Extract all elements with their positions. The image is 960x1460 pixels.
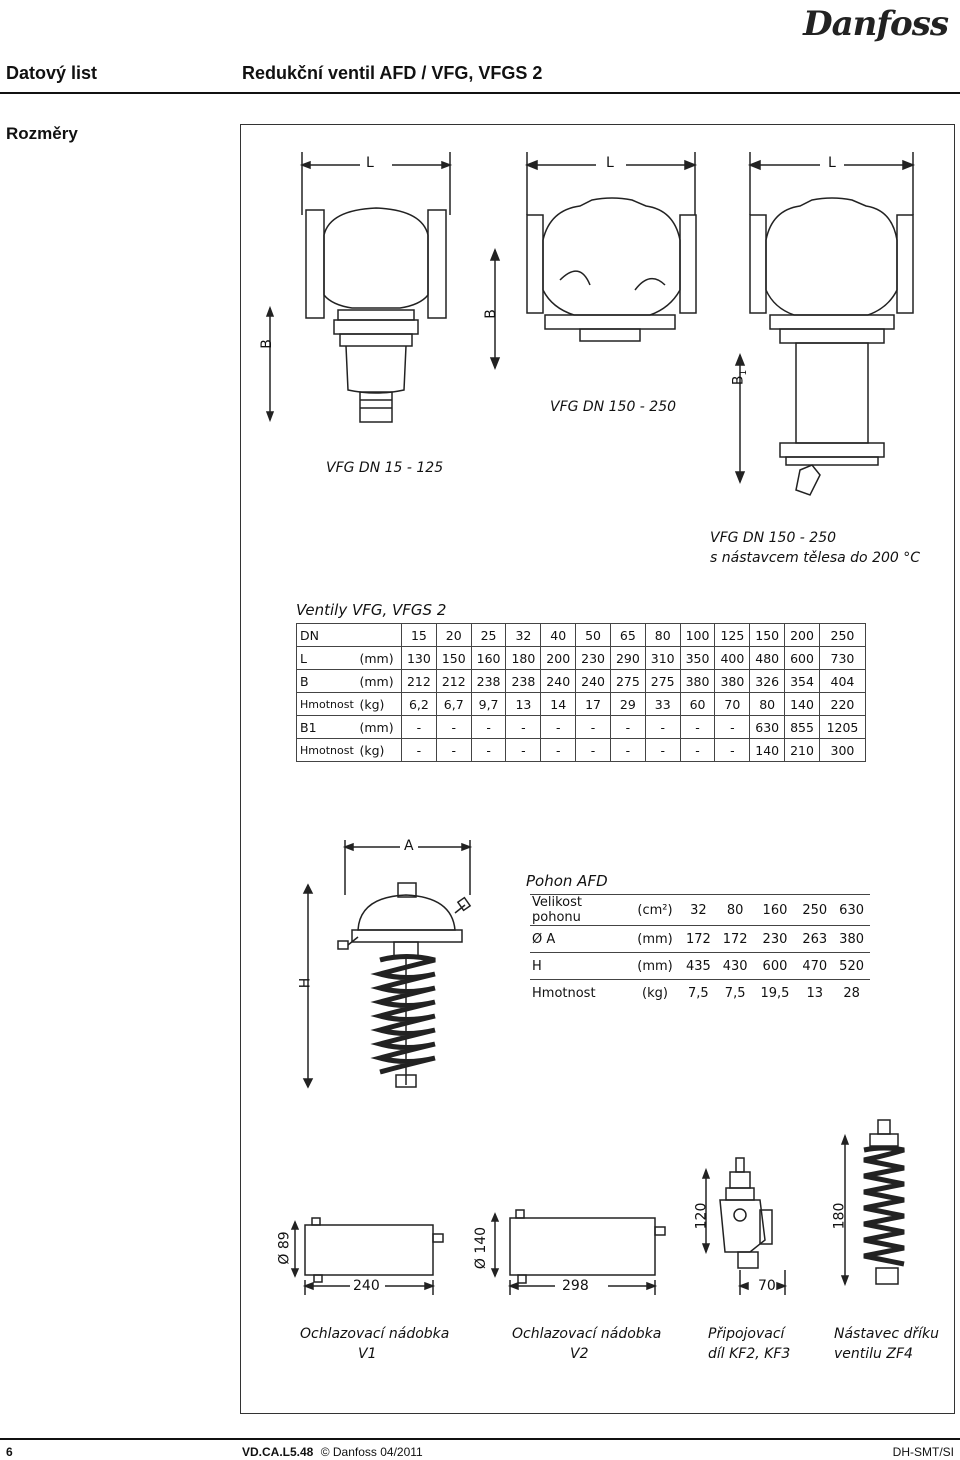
table-cell: 80 <box>645 624 680 647</box>
table-cell: 172 <box>717 926 754 953</box>
table-cell: - <box>541 716 576 739</box>
caption-zf-line2: ventilu ZF4 <box>834 1346 913 1362</box>
table-cell: - <box>645 716 680 739</box>
table-cell: 32 <box>680 895 717 926</box>
table-cell: 32 <box>506 624 541 647</box>
doc-code-text: VD.CA.L5.48 <box>242 1445 314 1459</box>
actuator-drawing <box>290 835 480 1095</box>
table-cell: 730 <box>819 647 865 670</box>
v1-length: 240 <box>353 1278 380 1294</box>
table-cell: 435 <box>680 953 717 980</box>
table-cell: - <box>541 739 576 762</box>
table-cell: 172 <box>680 926 717 953</box>
table-cell: 13 <box>796 980 833 1007</box>
table-cell: 19,5 <box>754 980 797 1007</box>
row-unit: (mm) <box>357 647 402 670</box>
table-cell: 130 <box>402 647 437 670</box>
table-cell: 855 <box>785 716 820 739</box>
table-cell: 160 <box>471 647 506 670</box>
table-cell: 250 <box>796 895 833 926</box>
row-label: DN <box>297 624 357 647</box>
table-cell: 210 <box>785 739 820 762</box>
dim-L-right: L <box>828 155 836 171</box>
caption-v2-line1: Ochlazovací nádobka <box>512 1326 662 1342</box>
table-cell: 1205 <box>819 716 865 739</box>
row-unit: (mm) <box>630 953 680 980</box>
table-cell: 310 <box>645 647 680 670</box>
table-cell: - <box>506 716 541 739</box>
caption-vfg-ext-line1: VFG DN 150 - 250 <box>710 530 837 546</box>
row-label: B1 <box>297 716 357 739</box>
table-cell: 6,2 <box>402 693 437 716</box>
table-cell: 240 <box>541 670 576 693</box>
table-cell: 250 <box>819 624 865 647</box>
table-cell: 150 <box>436 647 471 670</box>
table-cell: 200 <box>541 647 576 670</box>
v1-diameter: Ø 89 <box>276 1231 293 1265</box>
table-cell: 275 <box>645 670 680 693</box>
table-cell: 630 <box>750 716 785 739</box>
table-cell: - <box>471 739 506 762</box>
valve-table-row <box>297 693 866 716</box>
table-cell: 17 <box>576 693 611 716</box>
valve-table-row <box>297 739 866 762</box>
table-cell: 7,5 <box>717 980 754 1007</box>
table-cell: 40 <box>541 624 576 647</box>
page-number: 6 <box>6 1445 13 1459</box>
table-cell: 230 <box>754 926 797 953</box>
table-cell: - <box>402 739 437 762</box>
stem-extension-zf <box>842 1120 904 1284</box>
table-cell: 14 <box>541 693 576 716</box>
caption-v1-line2: V1 <box>358 1346 377 1362</box>
caption-kf-line2: díl KF2, KF3 <box>708 1346 791 1362</box>
table-cell: 80 <box>750 693 785 716</box>
table-cell: - <box>471 716 506 739</box>
valve-large-drawing <box>491 152 696 368</box>
valve-table <box>296 623 866 762</box>
table-cell: 400 <box>715 647 750 670</box>
accessories-drawings <box>270 1110 910 1305</box>
caption-kf-line1: Připojovací <box>708 1326 785 1342</box>
row-label: Hmotnost <box>297 693 357 716</box>
table-cell: 33 <box>645 693 680 716</box>
valve-extension-drawing <box>736 152 913 495</box>
table-cell: 520 <box>833 953 870 980</box>
actuator-table <box>530 894 870 1006</box>
row-unit: (kg) <box>357 739 402 762</box>
table-cell: 25 <box>471 624 506 647</box>
valve-table-row <box>297 647 866 670</box>
section-label: Datový list <box>6 63 98 83</box>
table-cell: - <box>715 739 750 762</box>
table-cell: 160 <box>754 895 797 926</box>
table-cell: - <box>576 739 611 762</box>
copyright-text: © Danfoss 04/2011 <box>320 1445 423 1459</box>
row-label: Ø A <box>530 926 630 953</box>
table-cell: 220 <box>819 693 865 716</box>
header-rule <box>0 92 960 94</box>
row-unit: (mm) <box>630 926 680 953</box>
dim-B1 <box>730 370 749 385</box>
dim-B-middle: B <box>482 309 499 319</box>
row-unit: (kg) <box>630 980 680 1007</box>
row-unit: (kg) <box>357 693 402 716</box>
actuator-table-row <box>530 953 870 980</box>
table-cell: - <box>436 716 471 739</box>
actuator-table-title: Pohon AFD <box>526 872 608 890</box>
connector-kf <box>703 1158 785 1295</box>
table-cell: - <box>576 716 611 739</box>
row-label: B <box>297 670 357 693</box>
row-unit: (mm) <box>357 670 402 693</box>
table-cell: 7,5 <box>680 980 717 1007</box>
row-label: H <box>530 953 630 980</box>
table-cell: 470 <box>796 953 833 980</box>
valve-table-title: Ventily VFG, VFGS 2 <box>296 601 447 619</box>
table-cell: 140 <box>785 693 820 716</box>
v2-length: 298 <box>562 1278 589 1294</box>
kf-width: 70 <box>758 1278 776 1294</box>
dim-B1-sub: 1 <box>739 369 750 376</box>
caption-vfg-ext-line2: s nástavcem tělesa do 200 °C <box>710 550 921 566</box>
dim-B-left: B <box>258 339 275 349</box>
actuator-table-row <box>530 980 870 1007</box>
table-cell: - <box>610 716 645 739</box>
dim-L-left: L <box>366 155 374 171</box>
table-cell: - <box>645 739 680 762</box>
table-cell: 15 <box>402 624 437 647</box>
valve-table-row <box>297 716 866 739</box>
table-cell: 300 <box>819 739 865 762</box>
table-cell: 350 <box>680 647 715 670</box>
table-cell: 50 <box>576 624 611 647</box>
table-cell: 240 <box>576 670 611 693</box>
table-cell: 200 <box>785 624 820 647</box>
table-cell: 9,7 <box>471 693 506 716</box>
table-cell: 80 <box>717 895 754 926</box>
row-unit <box>357 624 402 647</box>
actuator-table-row <box>530 895 870 926</box>
dim-H: H <box>297 977 314 989</box>
table-cell: 28 <box>833 980 870 1007</box>
valve-table-row <box>297 624 866 647</box>
page-heading: Rozměry <box>6 124 78 143</box>
document-title: Redukční ventil AFD / VFG, VFGS 2 <box>242 63 543 83</box>
table-cell: 480 <box>750 647 785 670</box>
v2-diameter: Ø 140 <box>473 1226 490 1270</box>
table-cell: 238 <box>471 670 506 693</box>
row-label: L <box>297 647 357 670</box>
table-cell: 326 <box>750 670 785 693</box>
table-cell: 238 <box>506 670 541 693</box>
dim-A: A <box>404 838 414 854</box>
zf-height: 180 <box>831 1202 848 1230</box>
footer-rule <box>0 1438 960 1440</box>
table-cell: 230 <box>576 647 611 670</box>
caption-vfg-large: VFG DN 150 - 250 <box>550 399 677 415</box>
row-unit: (mm) <box>357 716 402 739</box>
table-cell: 65 <box>610 624 645 647</box>
table-cell: 263 <box>796 926 833 953</box>
actuator-table-row <box>530 926 870 953</box>
table-cell: 180 <box>506 647 541 670</box>
kf-height: 120 <box>693 1202 710 1230</box>
caption-zf-line1: Nástavec dříku <box>834 1326 939 1342</box>
valve-small-drawing <box>267 152 450 422</box>
row-label: Hmotnost <box>530 980 630 1007</box>
table-cell: 380 <box>715 670 750 693</box>
dim-B1-main: B <box>730 375 747 386</box>
table-cell: - <box>680 716 715 739</box>
table-cell: 212 <box>436 670 471 693</box>
valve-table-row <box>297 670 866 693</box>
table-cell: 380 <box>833 926 870 953</box>
table-cell: 20 <box>436 624 471 647</box>
table-cell: 404 <box>819 670 865 693</box>
document-code <box>242 1445 423 1459</box>
table-cell: 70 <box>715 693 750 716</box>
row-label: Velikost pohonu <box>530 895 630 926</box>
table-cell: - <box>610 739 645 762</box>
table-cell: 212 <box>402 670 437 693</box>
table-cell: 380 <box>680 670 715 693</box>
table-cell: - <box>506 739 541 762</box>
table-cell: - <box>436 739 471 762</box>
table-cell: 600 <box>754 953 797 980</box>
row-unit: (cm²) <box>630 895 680 926</box>
table-cell: 150 <box>750 624 785 647</box>
table-cell: 290 <box>610 647 645 670</box>
table-cell: 100 <box>680 624 715 647</box>
dim-L-middle: L <box>606 155 614 171</box>
caption-v1-line1: Ochlazovací nádobka <box>300 1326 450 1342</box>
caption-v2-line2: V2 <box>570 1346 589 1362</box>
table-cell: 125 <box>715 624 750 647</box>
table-cell: 275 <box>610 670 645 693</box>
table-cell: 600 <box>785 647 820 670</box>
table-cell: 354 <box>785 670 820 693</box>
row-label: Hmotnost <box>297 739 357 762</box>
table-cell: - <box>680 739 715 762</box>
table-cell: 60 <box>680 693 715 716</box>
table-cell: 630 <box>833 895 870 926</box>
table-cell: - <box>402 716 437 739</box>
danfoss-logo: Danfoss <box>803 4 948 44</box>
table-cell: 13 <box>506 693 541 716</box>
table-cell: 430 <box>717 953 754 980</box>
caption-vfg-small: VFG DN 15 - 125 <box>326 460 444 476</box>
valve-drawings <box>240 140 955 570</box>
table-cell: 140 <box>750 739 785 762</box>
table-cell: - <box>715 716 750 739</box>
table-cell: 6,7 <box>436 693 471 716</box>
table-cell: 29 <box>610 693 645 716</box>
department: DH-SMT/SI <box>892 1445 954 1459</box>
